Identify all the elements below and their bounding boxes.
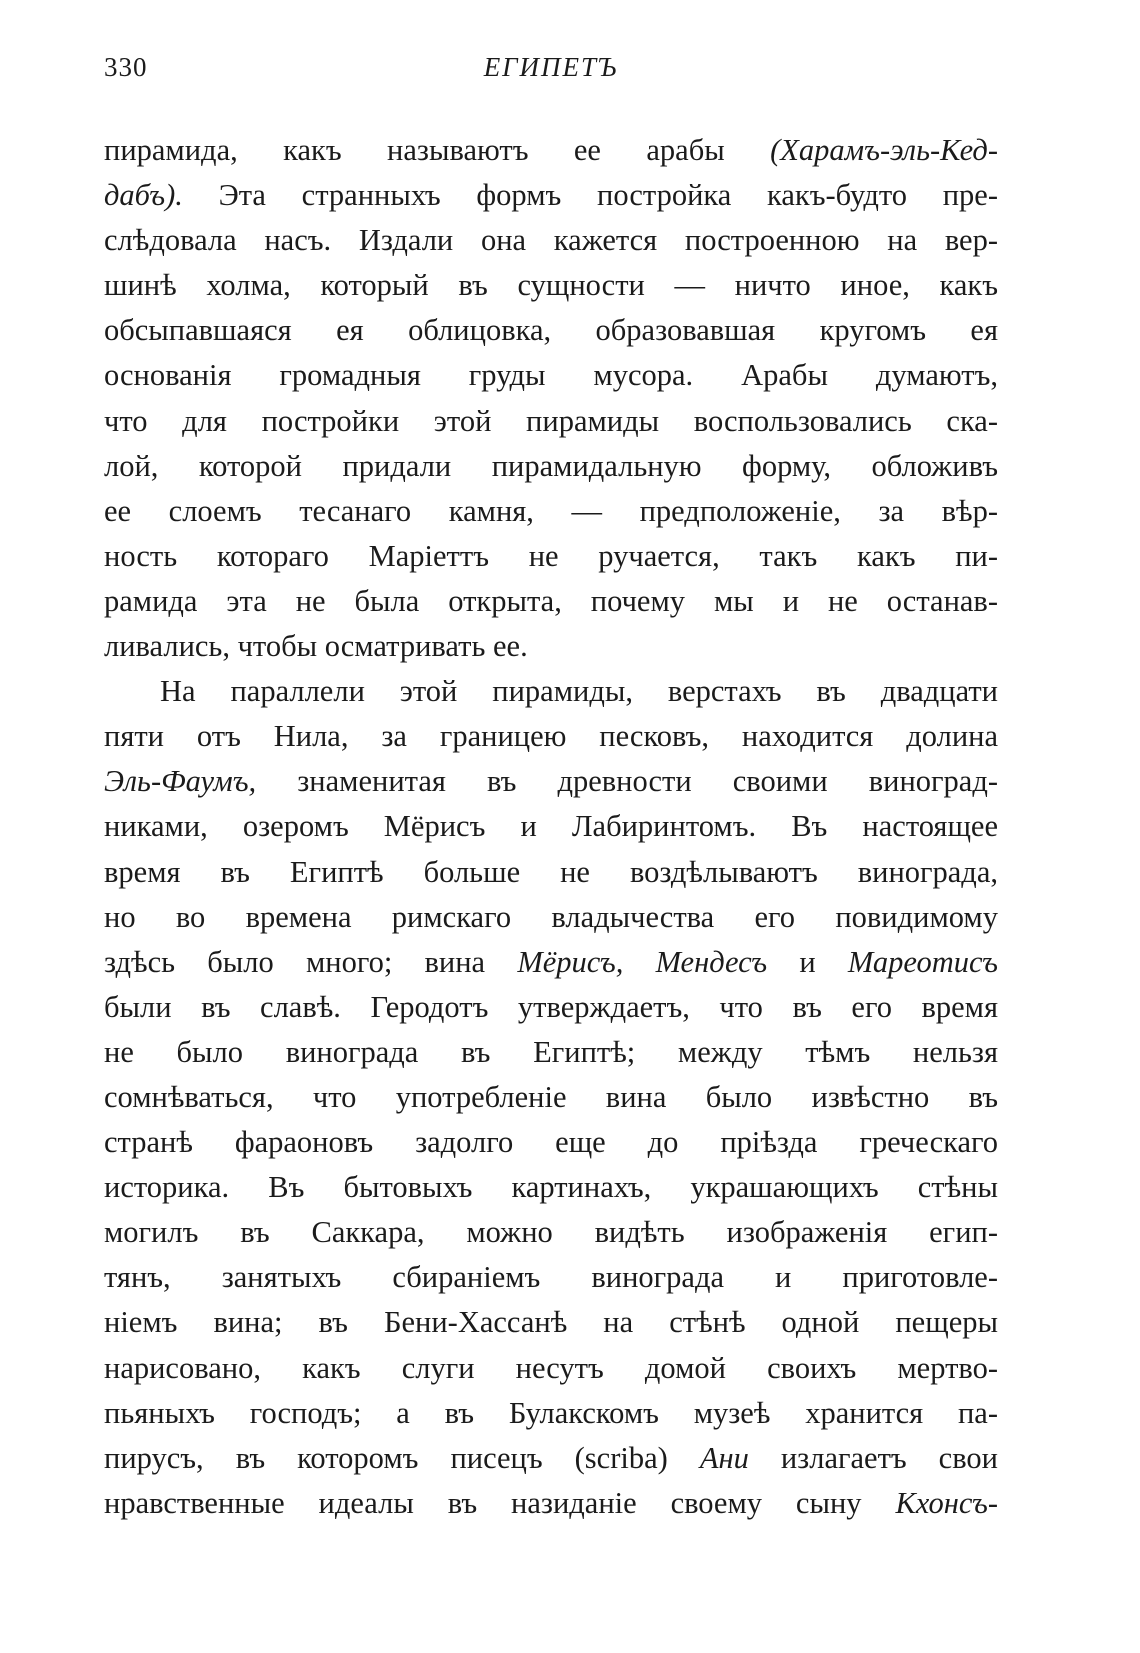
text-segment: странѣ фараоновъ задолго еще до пріѣзда греческаго <box>104 1125 998 1160</box>
text-segment: ее слоемъ тесанаго камня, — предположеніе, за вѣр- <box>104 493 998 528</box>
text-segment: тянъ, занятыхъ сбираніемъ винограда и приготовле- <box>104 1260 998 1295</box>
text-segment: нарисовано, какъ слуги несутъ домой своихъ мертво- <box>104 1350 998 1385</box>
text-segment: пьяныхъ господъ; а въ Булакскомъ музеѣ хранится па- <box>104 1395 998 1430</box>
text-line <box>104 1210 998 1255</box>
text-segment: никами, озеромъ Мёрисъ и Лабиринтомъ. Въ настоящее <box>104 809 998 844</box>
text-line <box>104 940 998 985</box>
text-segment: обсыпавшаяся ея облицовка, образовавшая кругомъ ея <box>104 313 998 348</box>
italic-text-segment: Эль-Фаумъ, <box>104 764 257 799</box>
page-header <box>104 52 998 92</box>
text-segment: могилъ въ Саккара, можно видѣть изображенія егип- <box>104 1215 998 1250</box>
text-segment: шинѣ холма, который въ сущности — ничто иное, какъ <box>104 268 998 303</box>
text-line <box>104 489 998 534</box>
text-line <box>104 759 998 804</box>
page-number: 330 <box>104 52 148 82</box>
text-segment: но во времена римскаго владычества его повидимому <box>104 899 998 934</box>
italic-text-segment: Мёрисъ, Мендесъ <box>517 944 768 979</box>
running-title: ЕГИПЕТЪ <box>483 52 619 82</box>
text-line <box>104 263 998 308</box>
text-segment: На параллели этой пирамиды, верстахъ въ двадцати <box>160 674 998 709</box>
text-segment: пяти отъ Нила, за границею песковъ, находится долина <box>104 719 998 754</box>
text-segment: что для постройки этой пирамиды воспользовались ска- <box>104 403 998 438</box>
text-segment: время въ Египтѣ больше не воздѣлываютъ винограда, <box>104 854 998 889</box>
italic-text-segment: Мареотисъ <box>847 944 998 979</box>
text-segment: историка. Въ бытовыхъ картинахъ, украшающихъ стѣны <box>104 1170 998 1205</box>
text-segment: пирамида, какъ называютъ ее арабы <box>104 133 771 167</box>
text-line <box>104 1120 998 1165</box>
text-segment: рамида эта не была открыта, почему мы и не останав- <box>104 583 998 618</box>
text-segment: ливались, чтобы осматривать ее. <box>104 629 528 664</box>
text-line <box>104 1030 998 1075</box>
text-line <box>104 714 998 759</box>
text-line <box>104 353 998 398</box>
text-segment: основанія громадныя груды мусора. Арабы думаютъ, <box>104 358 998 393</box>
text-segment: Эта странныхъ формъ постройка какъ-будто пре- <box>182 178 998 213</box>
text-line <box>104 624 998 669</box>
text-segment: слѣдовала насъ. Издали она кажется построенною на вер- <box>104 223 998 258</box>
text-line <box>104 1346 998 1391</box>
text-segment: здѣсь было много; вина <box>104 944 518 979</box>
text-line <box>104 128 998 173</box>
text-segment: и <box>767 944 848 979</box>
text-line <box>104 444 998 489</box>
text-line <box>104 399 998 444</box>
text-line <box>104 173 998 218</box>
italic-text-segment: Ани <box>699 1440 749 1475</box>
text-line <box>104 1165 998 1210</box>
text-line <box>104 218 998 263</box>
text-segment: знаменитая въ древности своими виноград- <box>256 764 998 799</box>
text-line <box>104 579 998 624</box>
text-line <box>104 534 998 579</box>
text-segment: излагаетъ свои <box>748 1440 998 1475</box>
text-segment: ніемъ вина; въ Бени-Хассанѣ на стѣнѣ одной пещеры <box>104 1305 998 1340</box>
text-line <box>104 804 998 849</box>
text-line <box>104 1391 998 1436</box>
text-line <box>104 1075 998 1120</box>
text-segment: лой, которой придали пирамидальную форму, обложивъ <box>104 448 998 483</box>
text-segment: сомнѣваться, что употребленіе вина было извѣстно въ <box>104 1079 998 1114</box>
text-segment: не было винограда въ Египтѣ; между тѣмъ нельзя <box>104 1034 998 1069</box>
text-segment: были въ славѣ. Геродотъ утверждаетъ, что въ его время <box>104 989 998 1024</box>
text-line <box>104 1300 998 1345</box>
italic-text-segment: Кхонсъ- <box>895 1485 998 1520</box>
text-segment: пирусъ, въ которомъ писецъ (scriba) <box>104 1440 700 1475</box>
text-line <box>104 1436 998 1481</box>
text-line <box>104 669 998 714</box>
text-line <box>104 850 998 895</box>
text-line <box>104 895 998 940</box>
text-segment: ность котораго Маріеттъ не ручается, такъ какъ пи- <box>104 538 998 573</box>
text-line <box>104 985 998 1030</box>
text-line <box>104 1481 998 1526</box>
body-text <box>104 128 998 1526</box>
italic-text-segment: дабъ). <box>104 178 183 213</box>
text-line <box>104 308 998 353</box>
text-line <box>104 1255 998 1300</box>
text-segment: нравственные идеалы въ назиданіе своему сыну <box>104 1485 896 1520</box>
italic-text-segment: (Харамъ-эль-Кед- <box>770 133 998 167</box>
